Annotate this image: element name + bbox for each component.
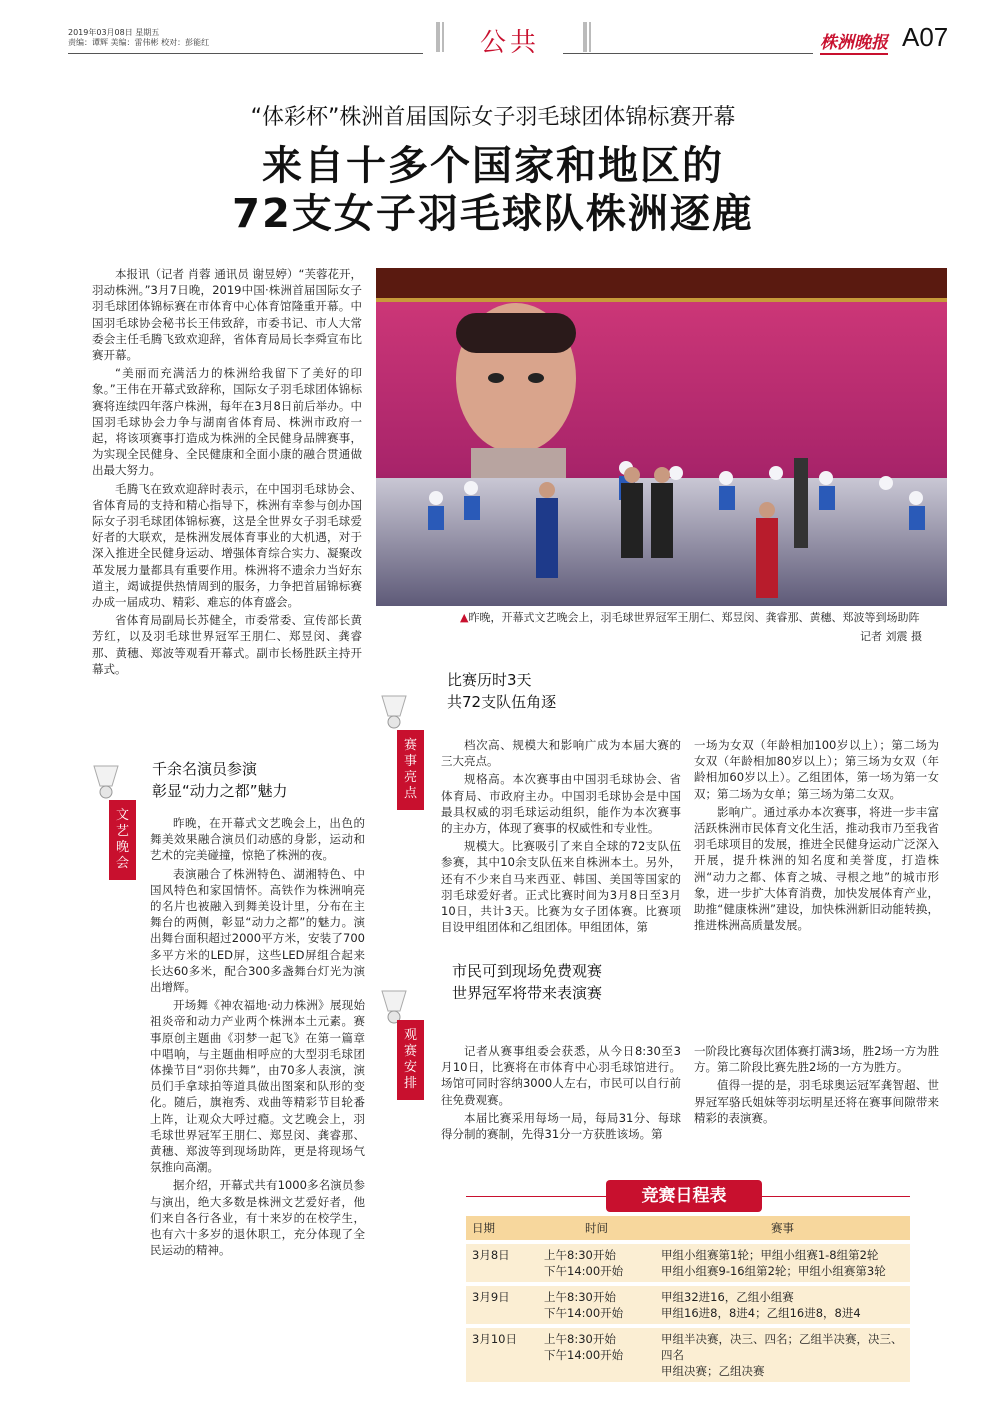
newspaper-logo: 株洲晚报 — [820, 28, 888, 55]
shuttlecock-icon — [86, 760, 126, 800]
header-divider — [583, 22, 587, 52]
section-tag-viewing: 观 赛 安 排 — [397, 1020, 424, 1100]
photo-credit: 记者 刘震 摄 — [860, 630, 922, 643]
time-cell: 上午8:30开始 下午14:00开始 — [538, 1286, 655, 1324]
viewing-column-left — [441, 1043, 681, 1144]
header-divider — [442, 22, 444, 52]
paragraph: 规模大。比赛吸引了来自全球的72支队伍参赛，其中10余支队伍来自株洲本土。另外，还有不少来自马来西亚、韩国、美国等国家的羽毛球爱好者。正式比赛时间为3月8日至3月10日，共计3天。比赛为女子团体赛。比赛项目设甲组团体和乙组团体。甲组团体，第 — [441, 839, 681, 935]
paragraph: 规格高。本次赛事由中国羽毛球协会、省体育局、市政府主办。中国羽毛球协会是中国最具权威的羽毛球运动组织，能作为本次赛事的主办方，体现了赛事的权威性和专业性。 — [441, 772, 681, 836]
staff-credits: 责编：谭辉 美编：雷伟彬 校对：彭能红 — [68, 38, 210, 47]
paragraph: 值得一提的是，羽毛球奥运冠军龚智超、世界冠军骆氏姐妹等羽坛明星还将在赛事间隙带来精彩的表演赛。 — [694, 1078, 939, 1125]
column-header: 赛事 — [655, 1216, 910, 1240]
header-rule-left — [68, 53, 423, 54]
caption-text: 昨晚，开幕式文艺晚会上，羽毛球世界冠军王朋仁、郑昱闵、龚睿那、黄穗、郑波等到场助阵 — [468, 611, 920, 624]
caption-marker: ▲ — [460, 611, 469, 624]
date-cell: 3月10日 — [466, 1328, 538, 1382]
column-header: 时间 — [538, 1216, 655, 1240]
photo-caption — [460, 610, 950, 625]
event-cell: 甲组32进16，乙组小组赛 甲组16进8，8进4；乙组16进8，8进4 — [655, 1286, 910, 1324]
shuttlecock-icon — [374, 985, 414, 1025]
table-row — [466, 1244, 910, 1282]
schedule-title: 竞赛日程表 — [606, 1180, 762, 1212]
subhead-viewing: 市民可到现场免费观赛 世界冠军将带来表演赛 — [452, 962, 603, 1002]
subhead-gala: 千余名演员参演 彰显“动力之都”魅力 — [152, 760, 288, 800]
paragraph: 档次高、规模大和影响广成为本届大赛的三大亮点。 — [441, 738, 681, 769]
subhead-highlights: 比赛历时3天 共72支队伍角逐 — [447, 671, 557, 711]
highlights-column-left — [441, 737, 681, 937]
issue-date: 2019年03月08日 星期五 — [68, 28, 160, 37]
paragraph: 表演融合了株洲特色、湖湘特色、中国风特色和家国情怀。高铁作为株洲响亮的名片也被融入到舞美设计里，分布在主舞台的两侧，彰显“动力之都”的魅力。演出舞台面积超过2000平方米，安装了700多平方米的LED屏，这些LED屏组合起来长达60多米，配合300多盏舞台灯光为演出增辉。 — [150, 866, 365, 995]
paragraph: 毛腾飞在致欢迎辞时表示，在中国羽毛球协会、省体育局的支持和精心指导下，株洲有幸参与创办国际女子羽毛球团体锦标赛，这是全世界女子羽毛球爱好者的大联欢，是株洲发展体育事业的大机遇，对于深入推进全民健身运动、增强体育综合实力、凝聚改革发展力量都具有重要作用。株洲将不遗余力当好东道主，竭诚提供热情周到的服务，力争把首届锦标赛办成一届成功、精彩、难忘的体育盛会。 — [92, 481, 362, 610]
time-cell: 上午8:30开始 下午14:00开始 — [538, 1244, 655, 1282]
headline-line-1: 来自十多个国家和地区的 — [262, 143, 724, 189]
header-divider — [589, 22, 591, 52]
table-row — [466, 1286, 910, 1324]
date-cell: 3月8日 — [466, 1244, 538, 1282]
paragraph: 本届比赛采用每场一局，每局31分、每球得分制的赛制，先得31分一方获胜该场。第 — [441, 1110, 681, 1142]
paragraph: 省体育局副局长苏健全，市委常委、宣传部长黄芳红，以及羽毛球世界冠军王朋仁、郑昱闵、龚睿那、黄穗、郑波等观看开幕式。副市长杨胜跃主持开幕式。 — [92, 613, 362, 676]
viewing-column-right — [694, 1043, 939, 1128]
header-rule-right — [563, 53, 813, 54]
column-header: 日期 — [466, 1216, 538, 1240]
section-tag-highlights: 赛 事 亮 点 — [397, 730, 424, 810]
paragraph: 本报讯（记者 肖蓉 通讯员 谢昱婷）“芙蓉花开，羽动株洲。”3月7日晚，2019中国·株洲首届国际女子羽毛球团体锦标赛在市体育中心体育馆隆重开幕。中国羽毛球协会秘书长王伟致辞，市委书记、市人大常委会主任毛腾飞致欢迎辞，省体育局局长李舜宣布比赛开幕。 — [92, 267, 362, 363]
time-cell: 上午8:30开始 下午14:00开始 — [538, 1328, 655, 1382]
issue-info — [68, 28, 209, 48]
section-tag-gala: 文 艺 晚 会 — [109, 800, 136, 880]
headline-line-2: 72支女子羽毛球队株洲逐鹿 — [232, 191, 754, 237]
news-photo — [376, 268, 947, 606]
event-cell: 甲组小组赛第1轮；甲组小组赛1-8组第2轮 甲组小组赛9-16组第2轮；甲组小组赛第3轮 — [655, 1244, 910, 1282]
event-cell: 甲组半决赛，决三、四名；乙组半决赛，决三、四名 甲组决赛；乙组决赛 — [655, 1328, 910, 1382]
paragraph: 影响广。通过承办本次赛事，将进一步丰富活跃株洲市民体育文化生活，推动我市乃至我省羽毛球项目的发展，推进全民健身运动广泛深入开展，提升株洲的知名度和美誉度，打造株洲“动力之都、体育之城、寻根之地”的城市形象，进一步扩大体育消费，加快发展体育产业，助推“健康株洲”建设，加快株洲新旧动能转换，推进株洲高质量发展。 — [694, 804, 939, 933]
paragraph: 一场为女双（年龄相加100岁以上）；第二场为女双（年龄相加80岁以上）；第三场为女双（年龄相加60岁以上）。乙组团体，第一场为第一女双；第二场为女单；第三场为第二女双。 — [694, 738, 939, 801]
section-name: 公共 — [480, 28, 541, 58]
schedule-table — [466, 1216, 910, 1382]
header-divider — [436, 22, 440, 52]
paragraph: 记者从赛事组委会获悉，从今日8:30至3月10日，比赛将在市体育中心羽毛球馆进行。场馆可同时容纳3000人左右，市民可以自行前往免费观赛。 — [441, 1044, 681, 1107]
paragraph: 一阶段比赛每次团体赛打满3场，胜2场一方为胜方。第二阶段比赛先胜2场的一方为胜方。 — [694, 1044, 939, 1075]
table-row — [466, 1328, 910, 1382]
table-header-row — [466, 1216, 910, 1240]
shuttlecock-icon — [374, 690, 414, 730]
highlights-column-right — [694, 737, 939, 935]
paragraph: 开场舞《神农福地·动力株洲》展现始祖炎帝和动力产业两个株洲本土元素。赛事原创主题曲《羽梦一起飞》在第一篇章中唱响，与主题曲相呼应的大型羽毛球团体操节目“羽你共舞”，由70多人表演，演员们手拿球拍等道具做出图案和队形的变化。随后，旗袍秀、戏曲等精彩节目轮番上阵，让观众大呼过瘾。文艺晚会上，羽毛球世界冠军王朋仁、郑昱闵、龚睿那、黄穗、郑波等到现场助阵，更是将现场气氛推向高潮。 — [150, 998, 365, 1175]
article-kicker: “体彩杯”株洲首届国际女子羽毛球团体锦标赛开幕 — [250, 105, 736, 130]
paragraph: 据介绍，开幕式共有1000多名演员参与演出，绝大多数是株洲文艺爱好者，他们来自各行各业，有十来岁的在校学生，也有六十多岁的退休职工，充分体现了全民运动的精神。 — [150, 1178, 365, 1258]
page-number: A07 — [902, 22, 949, 52]
date-cell: 3月9日 — [466, 1286, 538, 1324]
paragraph: “美丽而充满活力的株洲给我留下了美好的印象。”王伟在开幕式致辞称，国际女子羽毛球团体锦标赛将连续四年落户株洲，每年在3月8日前后举办。中国羽毛球协会力争与湖南省体育局、株洲市政府一起，将该项赛事打造成为株洲的全民健身品牌赛事，为实现全民健身、全民健康和全面小康的融合贯通做出最大努力。 — [92, 366, 362, 478]
gala-column — [150, 815, 365, 1260]
paragraph: 昨晚，在开幕式文艺晚会上，出色的舞美效果融合演员们动感的身影，运动和艺术的完美碰撞，惊艳了株洲的夜。 — [150, 816, 365, 863]
lead-story-column — [92, 266, 362, 679]
